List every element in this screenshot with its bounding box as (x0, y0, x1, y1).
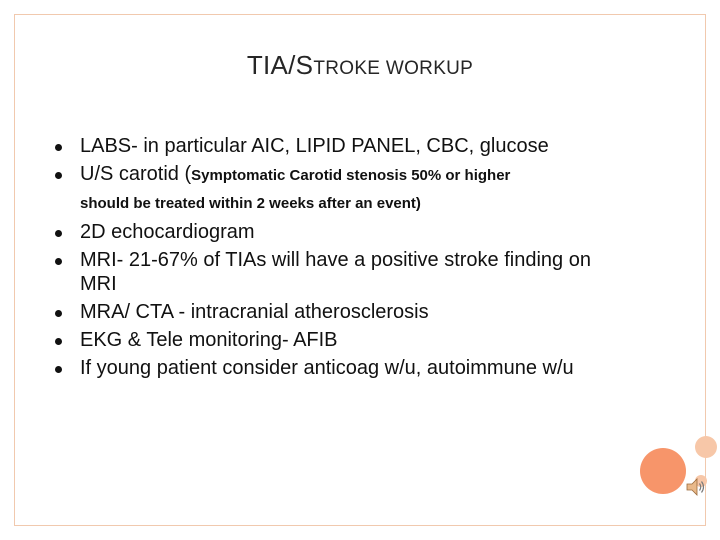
bullet-item (55, 300, 615, 324)
bullet-text: If young patient consider anticoag w/u, autoimmune w/u (80, 357, 574, 379)
decor-circle-large (640, 448, 686, 494)
decor-circle-small (695, 436, 717, 458)
bullet-dot-icon (55, 366, 62, 373)
bullet-dot-icon (55, 230, 62, 237)
bullet-text: MRA/ CTA - intracranial atherosclerosis (80, 301, 429, 323)
bullet-text: LABS- in particular AIC, LIPID PANEL, CBC, glucose (80, 135, 549, 157)
bullet-item (55, 356, 615, 380)
title-rest: TROKE WORKUP (313, 58, 474, 79)
bullet-text: 2D echocardiogram (80, 221, 255, 243)
bullet-note: Symptomatic Carotid stenosis 50% or higher (191, 167, 511, 184)
title-first: TIA/S (246, 50, 314, 80)
bullet-text: U/S carotid ( (80, 163, 192, 185)
slide-title (0, 50, 720, 81)
bullet-item (55, 220, 615, 244)
bullet-dot-icon (55, 338, 62, 345)
speaker-icon[interactable] (684, 476, 706, 498)
bullet-item (55, 328, 615, 352)
bullet-text: EKG & Tele monitoring- AFIB (80, 329, 338, 351)
bullet-dot-icon (55, 258, 62, 265)
bullet-text: MRI- 21-67% of TIAs will have a positive stroke finding on MRI (80, 249, 591, 295)
bullet-note-continued: should be treated within 2 weeks after an event) (80, 195, 421, 212)
bullet-dot-icon (55, 144, 62, 151)
bullet-item (55, 248, 615, 296)
bullet-item (55, 162, 615, 216)
bullet-dot-icon (55, 310, 62, 317)
bullet-item (55, 134, 615, 158)
bullet-list (55, 134, 615, 384)
bullet-dot-icon (55, 172, 62, 179)
